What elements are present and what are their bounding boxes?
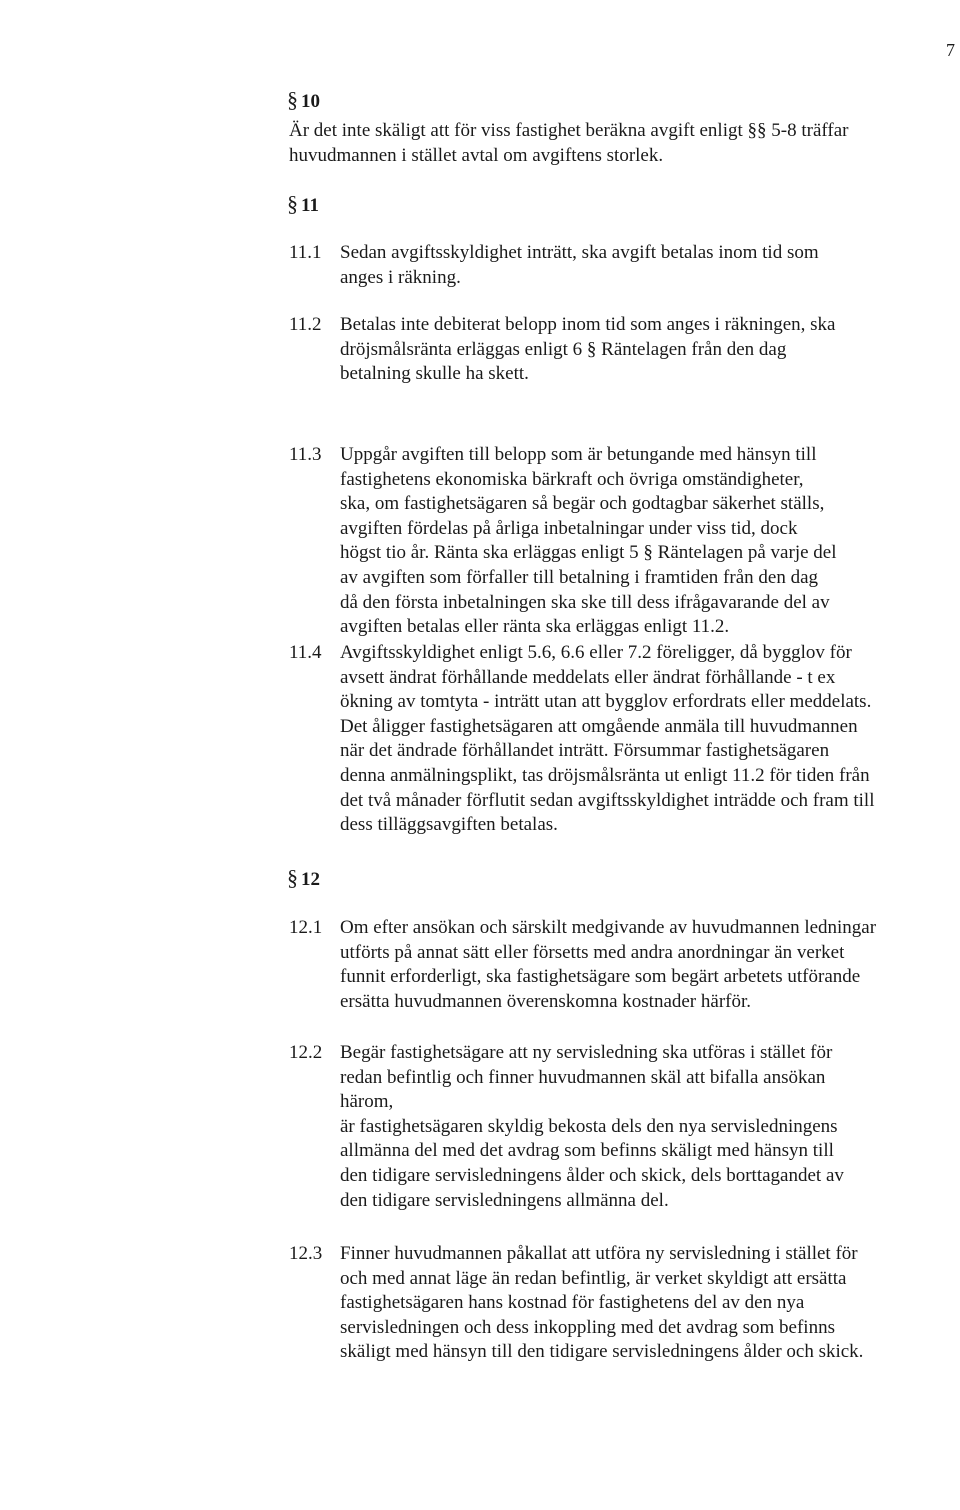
clause-text: Begär fastighetsägare att ny servisledning ska utföras i stället för redan befintlig och finner huvudmannen skäl att bifalla ansökan härom, är fastighetsägaren skyldig bekosta dels den nya servisledningens allmänna del med det avdrag som befinns skäligt med hänsyn till den tidigare servisledningens ålder och skick, dels borttagandet av den tidigare servisledningens allmänna del. bbox=[340, 1042, 844, 1211]
section-10-heading bbox=[287, 88, 320, 115]
clause-text: Avgiftsskyldighet enligt 5.6, 6.6 eller 7.2 föreligger, då bygglov för avsett ändrat förhållande meddelats eller ändrat förhållande - t ex ökning av tomtyta - inträtt utan att bygglov erfordrats eller meddelats. Det åligger fastighetsägaren att omgående anmäla till huvudmannen när det ändrade förhållandet inträtt. Försummar fastighetsägaren denna anmälningsplikt, tas dröjsmålsränta ut enligt 11.2 för tiden från det två månader förflutit sedan avgiftsskyldighet inträdde och fram till dess tilläggsavgiften betalas. bbox=[340, 642, 875, 836]
section-10-text: Är det inte skäligt att för viss fastighet beräkna avgift enligt §§ 5-8 träffar huvudmannen i stället avtal om avgiftens storlek. bbox=[289, 120, 849, 166]
page-number: 7 bbox=[946, 40, 955, 60]
clause-number: 11.4 bbox=[289, 642, 322, 663]
section-11-label: 11 bbox=[301, 195, 319, 216]
section-sign: § bbox=[287, 865, 298, 890]
clause-text: Betalas inte debiterat belopp inom tid som anges i räkningen, ska dröjsmålsränta erläggas enligt 6 § Räntelagen från den dag betalning skulle ha skett. bbox=[340, 314, 836, 385]
section-12-heading bbox=[287, 866, 320, 893]
section-sign: § bbox=[287, 87, 298, 112]
clause-text: Om efter ansökan och särskilt medgivande av huvudmannen ledningar utförts på annat sätt eller försetts med andra anordningar än verket funnit erforderligt, ska fastighetsägare som begärt arbetets utförande ersätta huvudmannen överenskomna kostnader härför. bbox=[340, 917, 877, 1012]
clause-text: Sedan avgiftsskyldighet inträtt, ska avgift betalas inom tid som anges i räkning. bbox=[340, 242, 819, 288]
section-12-label: 12 bbox=[301, 869, 320, 890]
section-sign: § bbox=[287, 191, 298, 216]
clause-number: 12.1 bbox=[289, 917, 323, 938]
clause-number: 11.2 bbox=[289, 314, 322, 335]
clause-text: Finner huvudmannen påkallat att utföra ny servisledning i stället för och med annat läge än redan befintlig, är verket skyldigt att ersätta fastighetsägaren hans kostnad för fastighetens del av den nya servisledningen och dess inkoppling med det avdrag som befinns skäligt med hänsyn till den tidigare servisledningens ålder och skick. bbox=[340, 1243, 864, 1363]
clause-number: 12.3 bbox=[289, 1243, 323, 1264]
clause-number: 11.1 bbox=[289, 242, 322, 263]
clause-number: 11.3 bbox=[289, 444, 322, 465]
section-11-heading bbox=[287, 192, 319, 219]
section-10-label: 10 bbox=[301, 91, 320, 112]
clause-number: 12.2 bbox=[289, 1042, 323, 1063]
clause-text: Uppgår avgiften till belopp som är betungande med hänsyn till fastighetens ekonomiska bärkraft och övriga omständigheter, ska, om fastighetsägaren så begär och godtagbar säkerhet ställs, avgiften fördelas på årliga inbetalningar under viss tid, dock högst tio år. Ränta ska erläggas enligt 5 § Räntelagen på varje del av avgiften som förfaller till betalning i framtiden från den dag då den första inbetalningen ska ske till dess ifrågavarande del av avgiften betalas eller ränta ska erläggas enligt 11.2. bbox=[340, 444, 837, 638]
